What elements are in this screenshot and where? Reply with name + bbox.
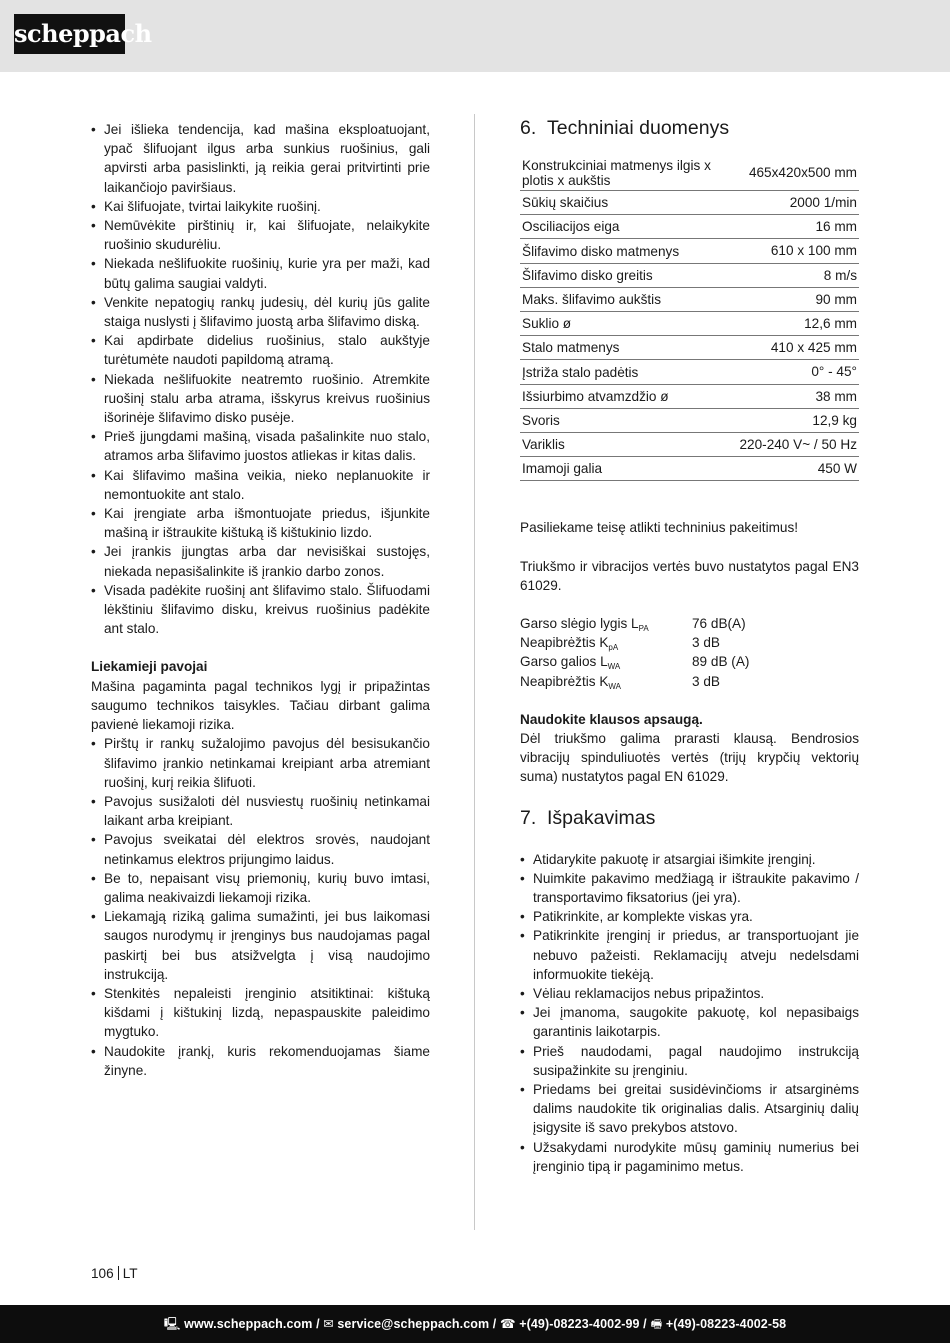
column-divider <box>474 114 475 1230</box>
list-item: • Stenkitės nepaleisti įrenginio atsitiktinai: kištuką kišdami į kištukinį lizdą, nepaspauskite paleidimo mygtuko. <box>91 984 430 1042</box>
list-item: • Jei įmanoma, saugokite pakuotę, kol nepasibaigs garantinis laikotarpis. <box>520 1003 859 1041</box>
residual-risks-intro: Mašina pagaminta pagal technikos lygį ir pripažintas saugumo technikos taisykles. Tačiau dirbant galima pavienė liekamoji rizika. <box>91 678 430 733</box>
ear-protection-heading: Naudokite klausos apsaugą. <box>520 711 703 727</box>
table-row: Šlifavimo disko greitis 8 m/s <box>520 263 859 287</box>
phone-icon: ☎ <box>499 1317 516 1331</box>
list-item: • Vėliau reklamacijos nebus pripažintos. <box>520 984 859 1003</box>
ear-protection-text: Dėl triukšmo galima prarasti klausą. Bendrosios vibracijų spinduliuotės vertės (trijų krypčių vektorių suma) nustatytos pagal EN 61029. <box>520 731 859 785</box>
page-header <box>0 0 950 72</box>
page-number: 106 LT <box>91 1266 138 1281</box>
residual-risks-list <box>91 734 430 1080</box>
section-heading-unpacking: 7. Išpakavimas <box>520 806 656 829</box>
table-row: Osciliacijos eiga 16 mm <box>520 215 859 239</box>
table-row: Maks. šlifavimo aukštis 90 mm <box>520 287 859 311</box>
residual-risks-heading: Liekamieji pavojai <box>91 659 208 675</box>
noise-row: Neapibrėžtis $K_{pA}$ 3 dB <box>520 635 720 653</box>
email-link[interactable]: service@scheppach.com / <box>337 1317 497 1331</box>
list-item: • Nuimkite pakavimo medžiagą ir ištraukite pakavimo / transportavimo fiksatorius (jei yra). <box>520 869 859 907</box>
list-item: • Nemūvėkite pirštinių ir, kai šlifuojate, nelaikykite ruošinio skudurėliu. <box>91 216 430 254</box>
table-row: Svoris 12,9 kg <box>520 408 859 432</box>
left-column <box>91 120 430 1080</box>
table-row: Imamoji galia 450 W <box>520 457 859 481</box>
right-column <box>520 116 859 1176</box>
noise-intro: Triukšmo ir vibracijos vertės buvo nustatytos pagal EN3 61029. <box>520 558 859 593</box>
list-item: • Kai šlifuojate, tvirtai laikykite ruošinį. <box>91 197 430 216</box>
list-item: • Kai įrengiate arba išmontuojate priedus, išjunkite mašiną ir ištraukite kištuką iš kištukinio lizdo. <box>91 504 430 542</box>
list-item: • Pavojus susižaloti dėl nusviestų ruošinių netinkamai laikant arba kreipiant. <box>91 792 430 830</box>
computer-icon: 🖳 <box>163 1317 181 1331</box>
phone-number: +(49)-08223-4002-99 / <box>519 1317 647 1331</box>
list-item: • Jei išlieka tendencija, kad mašina eksploatuojant, ypač šlifuojant ilgus arba sunkius ruošinius, gali apvirsti arba pasislinkti, ją reikia gerai pritvirtinti prie laikančiojo paviršiaus. <box>91 120 430 197</box>
list-item: • Patikrinkite, ar komplekte viskas yra. <box>520 907 859 926</box>
scheppach-logo: scheppach <box>14 14 125 54</box>
table-row: Konstrukciniai matmenys ilgis x plotis x aukštis 465x420x500 mm <box>520 156 859 191</box>
noise-row: Garso slėgio lygis $L_{PA}$ 76 dB(A) <box>520 616 746 634</box>
noise-values <box>520 614 859 691</box>
list-item: • Jei įrankis įjungtas arba dar nevisiškai sustojęs, niekada nepasišalinkite iš įrankio darbo zonos. <box>91 542 430 580</box>
list-item: • Patikrinkite įrenginį ir priedus, ar transportuojant jie nebuvo pažeisti. Reklamacijų atveju nedelsdami informuokite tiekėją. <box>520 926 859 984</box>
list-item: • Pavojus sveikatai dėl elektros srovės, naudojant netinkamus elektros prijungimo laidus. <box>91 830 430 868</box>
table-row: Sūkių skaičius 2000 1/min <box>520 191 859 215</box>
page-footer <box>0 1305 950 1343</box>
technical-changes-note: Pasiliekame teisę atlikti techninius pakeitimus! <box>520 520 799 536</box>
table-row: Išsiurbimo atvamzdžio ø 38 mm <box>520 384 859 408</box>
list-item: • Kai šlifavimo mašina veikia, nieko neplanuokite ir nemontuokite ant stalo. <box>91 466 430 504</box>
table-row: Šlifavimo disko matmenys 610 x 100 mm <box>520 239 859 263</box>
section-heading-technical-data: 6. Techniniai duomenys <box>520 117 730 139</box>
list-item: • Niekada nešlifuokite ruošinių, kurie yra per maži, kad būtų galima saugiai valdyti. <box>91 254 430 292</box>
list-item: • Visada padėkite ruošinį ant šlifavimo stalo. Šlifuodami lėkštiniu šlifavimo disku, kreivus ruošinius padėkite ant stalo. <box>91 581 430 639</box>
website-link[interactable]: www.scheppach.com / <box>184 1317 320 1331</box>
list-item: • Prieš naudodami, pagal naudojimo instrukciją susipažinkite su įrenginiu. <box>520 1042 859 1080</box>
list-item: • Prieš įjungdami mašiną, visada pašalinkite nuo stalo, atramos arba šlifavimo juostos atliekas ir kitas dalis. <box>91 427 430 465</box>
list-item: • Liekamąją riziką galima sumažinti, jei bus laikomasi saugos nurodymų ir įrenginys bus naudojamas pagal paskirtį bei bus atsižvelgta į visą naudojimo instrukciją. <box>91 907 430 984</box>
fax-icon: 🖷 <box>650 1317 663 1331</box>
list-item: • Naudokite įrankį, kuris rekomenduojamas šiame žinyne. <box>91 1042 430 1080</box>
safety-list <box>91 120 430 638</box>
table-row: Įstriža stalo padėtis 0° - 45° <box>520 360 859 384</box>
list-item: • Niekada nešlifuokite neatremto ruošinio. Atremkite ruošinį stalu arba atrama, išskyrus kreivus ruošinius išorinėje šlifavimo disko pusėje. <box>91 370 430 428</box>
table-row: Variklis 220-240 V~ / 50 Hz <box>520 433 859 457</box>
list-item: • Venkite nepatogių rankų judesių, dėl kurių jūs galite staiga nuslysti į šlifavimo juostą arba šlifavimo diską. <box>91 293 430 331</box>
list-item: • Kai apdirbate didelius ruošinius, stalo aukštyje turėtumėte naudoti papildomą atramą. <box>91 331 430 369</box>
noise-row: Neapibrėžtis $K_{WA}$ 3 dB <box>520 673 720 691</box>
list-item: • Be to, nepaisant visų priemonių, kurių buvo imtasi, galima neakivaizdi liekamoji rizika. <box>91 869 430 907</box>
noise-row: Garso galios $L_{WA}$ 89 dB (A) <box>520 654 750 672</box>
mail-icon: ✉ <box>323 1317 334 1331</box>
table-row: Suklio ø 12,6 mm <box>520 312 859 336</box>
list-item: • Atidarykite pakuotę ir atsargiai išimkite įrenginį. <box>520 850 859 869</box>
unpacking-list <box>520 850 859 1176</box>
list-item: • Priedams bei greitai susidėvinčioms ir atsarginėms dalims naudokite tik originalias dalis. Atsarginių dalių įsigysite iš savo prekybos atstovo. <box>520 1080 859 1138</box>
table-row: Stalo matmenys 410 x 425 mm <box>520 336 859 360</box>
list-item: • Pirštų ir rankų sužalojimo pavojus dėl besisukančio šlifavimo įrankio netinkamai kreipiant arba atremiant ruošinį, kurį reikia šlifuoti. <box>91 734 430 792</box>
list-item: • Užsakydami nurodykite mūsų gaminių numerius bei įrenginio tipą ir pagaminimo metus. <box>520 1138 859 1176</box>
specs-table <box>520 156 859 481</box>
fax-number: +(49)-08223-4002-58 <box>665 1317 787 1331</box>
